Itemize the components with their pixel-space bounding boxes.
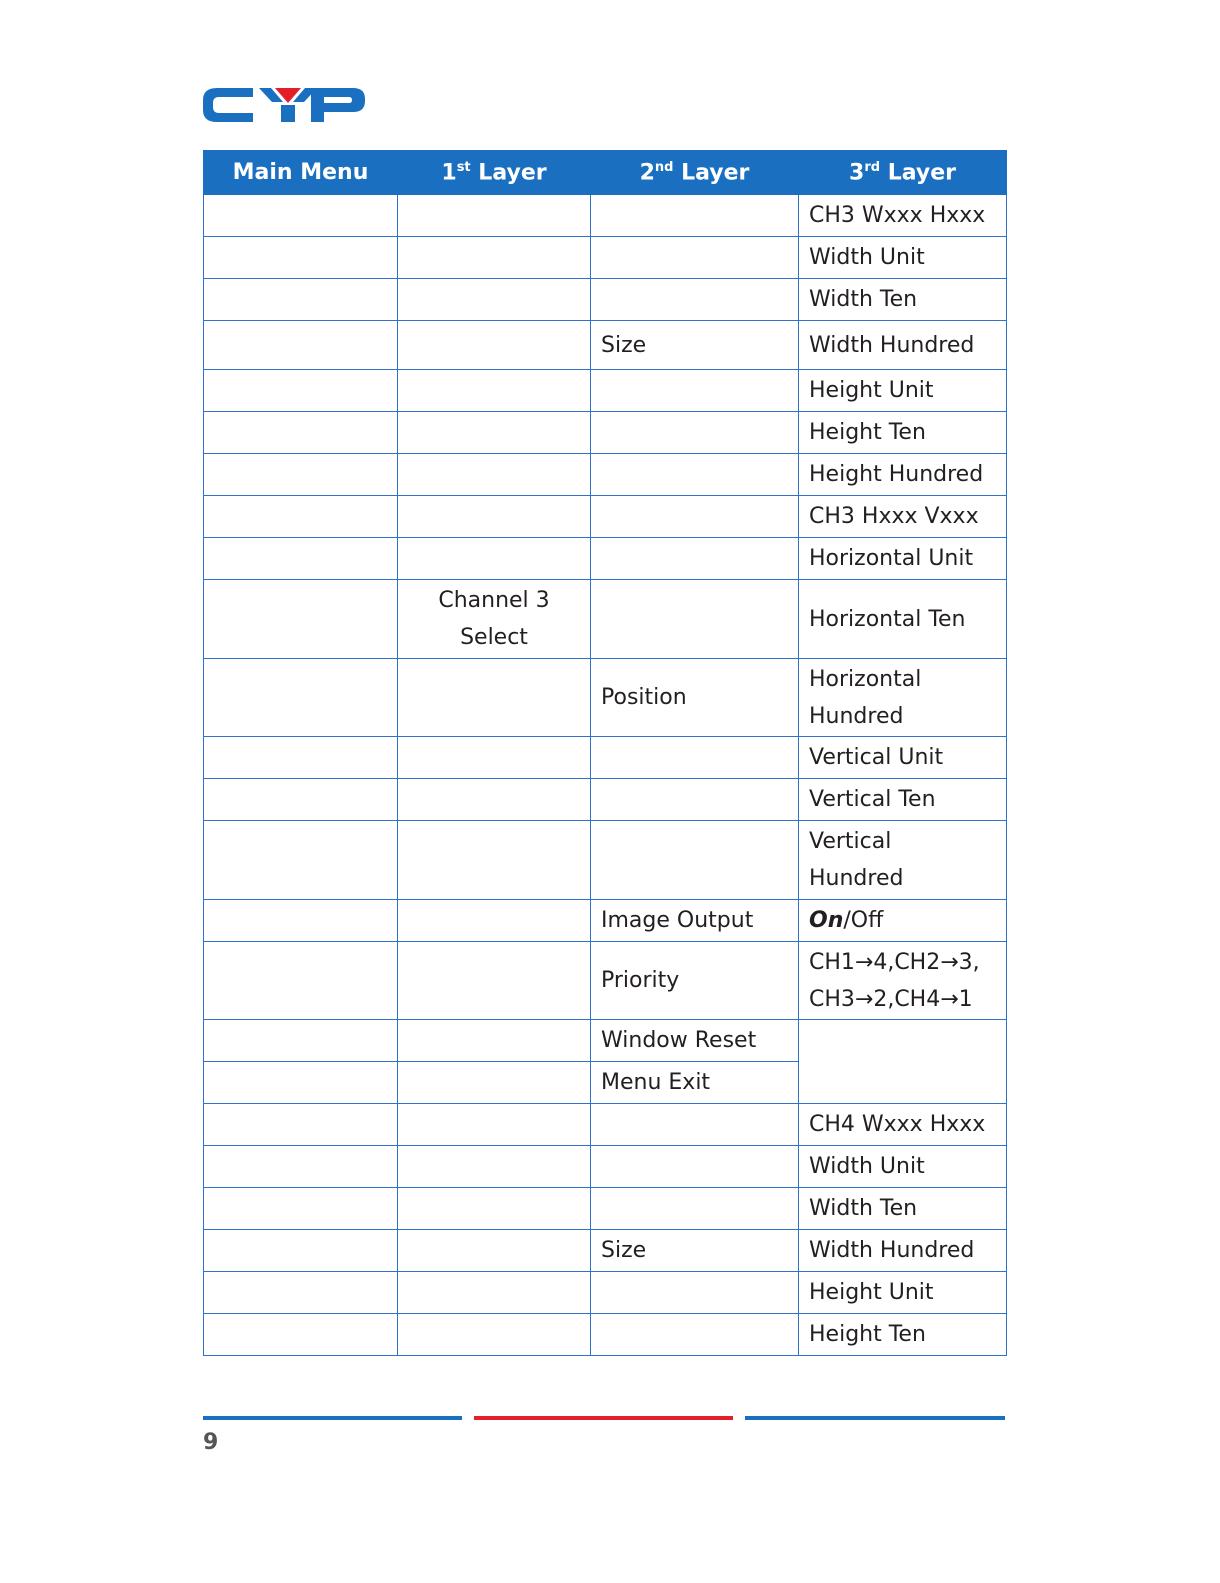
header-2nd-layer: 2nd Layer bbox=[591, 151, 799, 195]
cell-3rd: Height Ten bbox=[799, 1314, 1007, 1356]
cell-3rd: Width Ten bbox=[799, 279, 1007, 321]
cell-2nd: Priority bbox=[591, 942, 799, 1020]
header-1st-layer: 1st Layer bbox=[398, 151, 591, 195]
cell-3rd: Vertical Ten bbox=[799, 779, 1007, 821]
table-row bbox=[204, 1104, 1007, 1146]
table-row bbox=[204, 737, 1007, 779]
cell-3rd: Horizontal Ten bbox=[799, 580, 1007, 659]
table-row bbox=[204, 580, 1007, 659]
cell-3rd: CH3 Hxxx Vxxx bbox=[799, 496, 1007, 538]
cell-2nd: Size bbox=[591, 321, 799, 370]
cell-3rd: Width Unit bbox=[799, 237, 1007, 279]
table-row bbox=[204, 821, 1007, 900]
off-option: /Off bbox=[843, 908, 884, 933]
cell-2nd: Size bbox=[591, 1230, 799, 1272]
table-row bbox=[204, 1020, 1007, 1062]
cell-2nd: Image Output bbox=[591, 900, 799, 942]
table-row bbox=[204, 370, 1007, 412]
cell-3rd bbox=[799, 900, 1007, 942]
table-row bbox=[204, 1188, 1007, 1230]
cell-3rd: Width Unit bbox=[799, 1146, 1007, 1188]
table-row bbox=[204, 1146, 1007, 1188]
cell-3rd: Vertical Hundred bbox=[799, 821, 1007, 900]
cell-3rd: CH4 Wxxx Hxxx bbox=[799, 1104, 1007, 1146]
table-row bbox=[204, 1230, 1007, 1272]
footer-rule-blue-right bbox=[745, 1416, 1005, 1420]
footer-rule-blue-left bbox=[203, 1416, 462, 1420]
header-3rd-layer: 3rd Layer bbox=[799, 151, 1007, 195]
cell-2nd: Menu Exit bbox=[591, 1062, 799, 1104]
cell-2nd: Position bbox=[591, 659, 799, 737]
cell-3rd: Height Ten bbox=[799, 412, 1007, 454]
cell-3rd: Horizontal Hundred bbox=[799, 659, 1007, 737]
menu-table bbox=[203, 150, 1007, 1356]
header-main-menu: Main Menu bbox=[204, 151, 398, 195]
table-row bbox=[204, 900, 1007, 942]
footer-rule-red bbox=[474, 1416, 733, 1420]
table-row bbox=[204, 779, 1007, 821]
cell-3rd: Vertical Unit bbox=[799, 737, 1007, 779]
cell-3rd: Horizontal Unit bbox=[799, 538, 1007, 580]
cell-3rd: CH3 Wxxx Hxxx bbox=[799, 195, 1007, 237]
cell-3rd: Height Unit bbox=[799, 370, 1007, 412]
table-row bbox=[204, 942, 1007, 1020]
table-row bbox=[204, 1272, 1007, 1314]
table-row bbox=[204, 195, 1007, 237]
cell-1st: Channel 3 Select bbox=[398, 580, 591, 659]
table-row bbox=[204, 454, 1007, 496]
cell-3rd: Width Hundred bbox=[799, 1230, 1007, 1272]
on-option: On bbox=[809, 908, 844, 933]
table-row bbox=[204, 412, 1007, 454]
cell-3rd-empty bbox=[799, 1020, 1007, 1104]
cell-2nd: Window Reset bbox=[591, 1020, 799, 1062]
table-row bbox=[204, 237, 1007, 279]
cell-3rd: CH1→4,CH2→3, CH3→2,CH4→1 bbox=[799, 942, 1007, 1020]
table-row bbox=[204, 659, 1007, 737]
table-header-row bbox=[204, 151, 1007, 195]
table-row bbox=[204, 496, 1007, 538]
table-row bbox=[204, 1314, 1007, 1356]
table-row bbox=[204, 538, 1007, 580]
cell-3rd: Height Unit bbox=[799, 1272, 1007, 1314]
cell-3rd: Width Ten bbox=[799, 1188, 1007, 1230]
page-number: 9 bbox=[203, 1430, 219, 1455]
cell-3rd: Width Hundred bbox=[799, 321, 1007, 370]
table-row bbox=[204, 279, 1007, 321]
table-row bbox=[204, 321, 1007, 370]
cell-3rd: Height Hundred bbox=[799, 454, 1007, 496]
cyp-logo bbox=[203, 88, 365, 122]
